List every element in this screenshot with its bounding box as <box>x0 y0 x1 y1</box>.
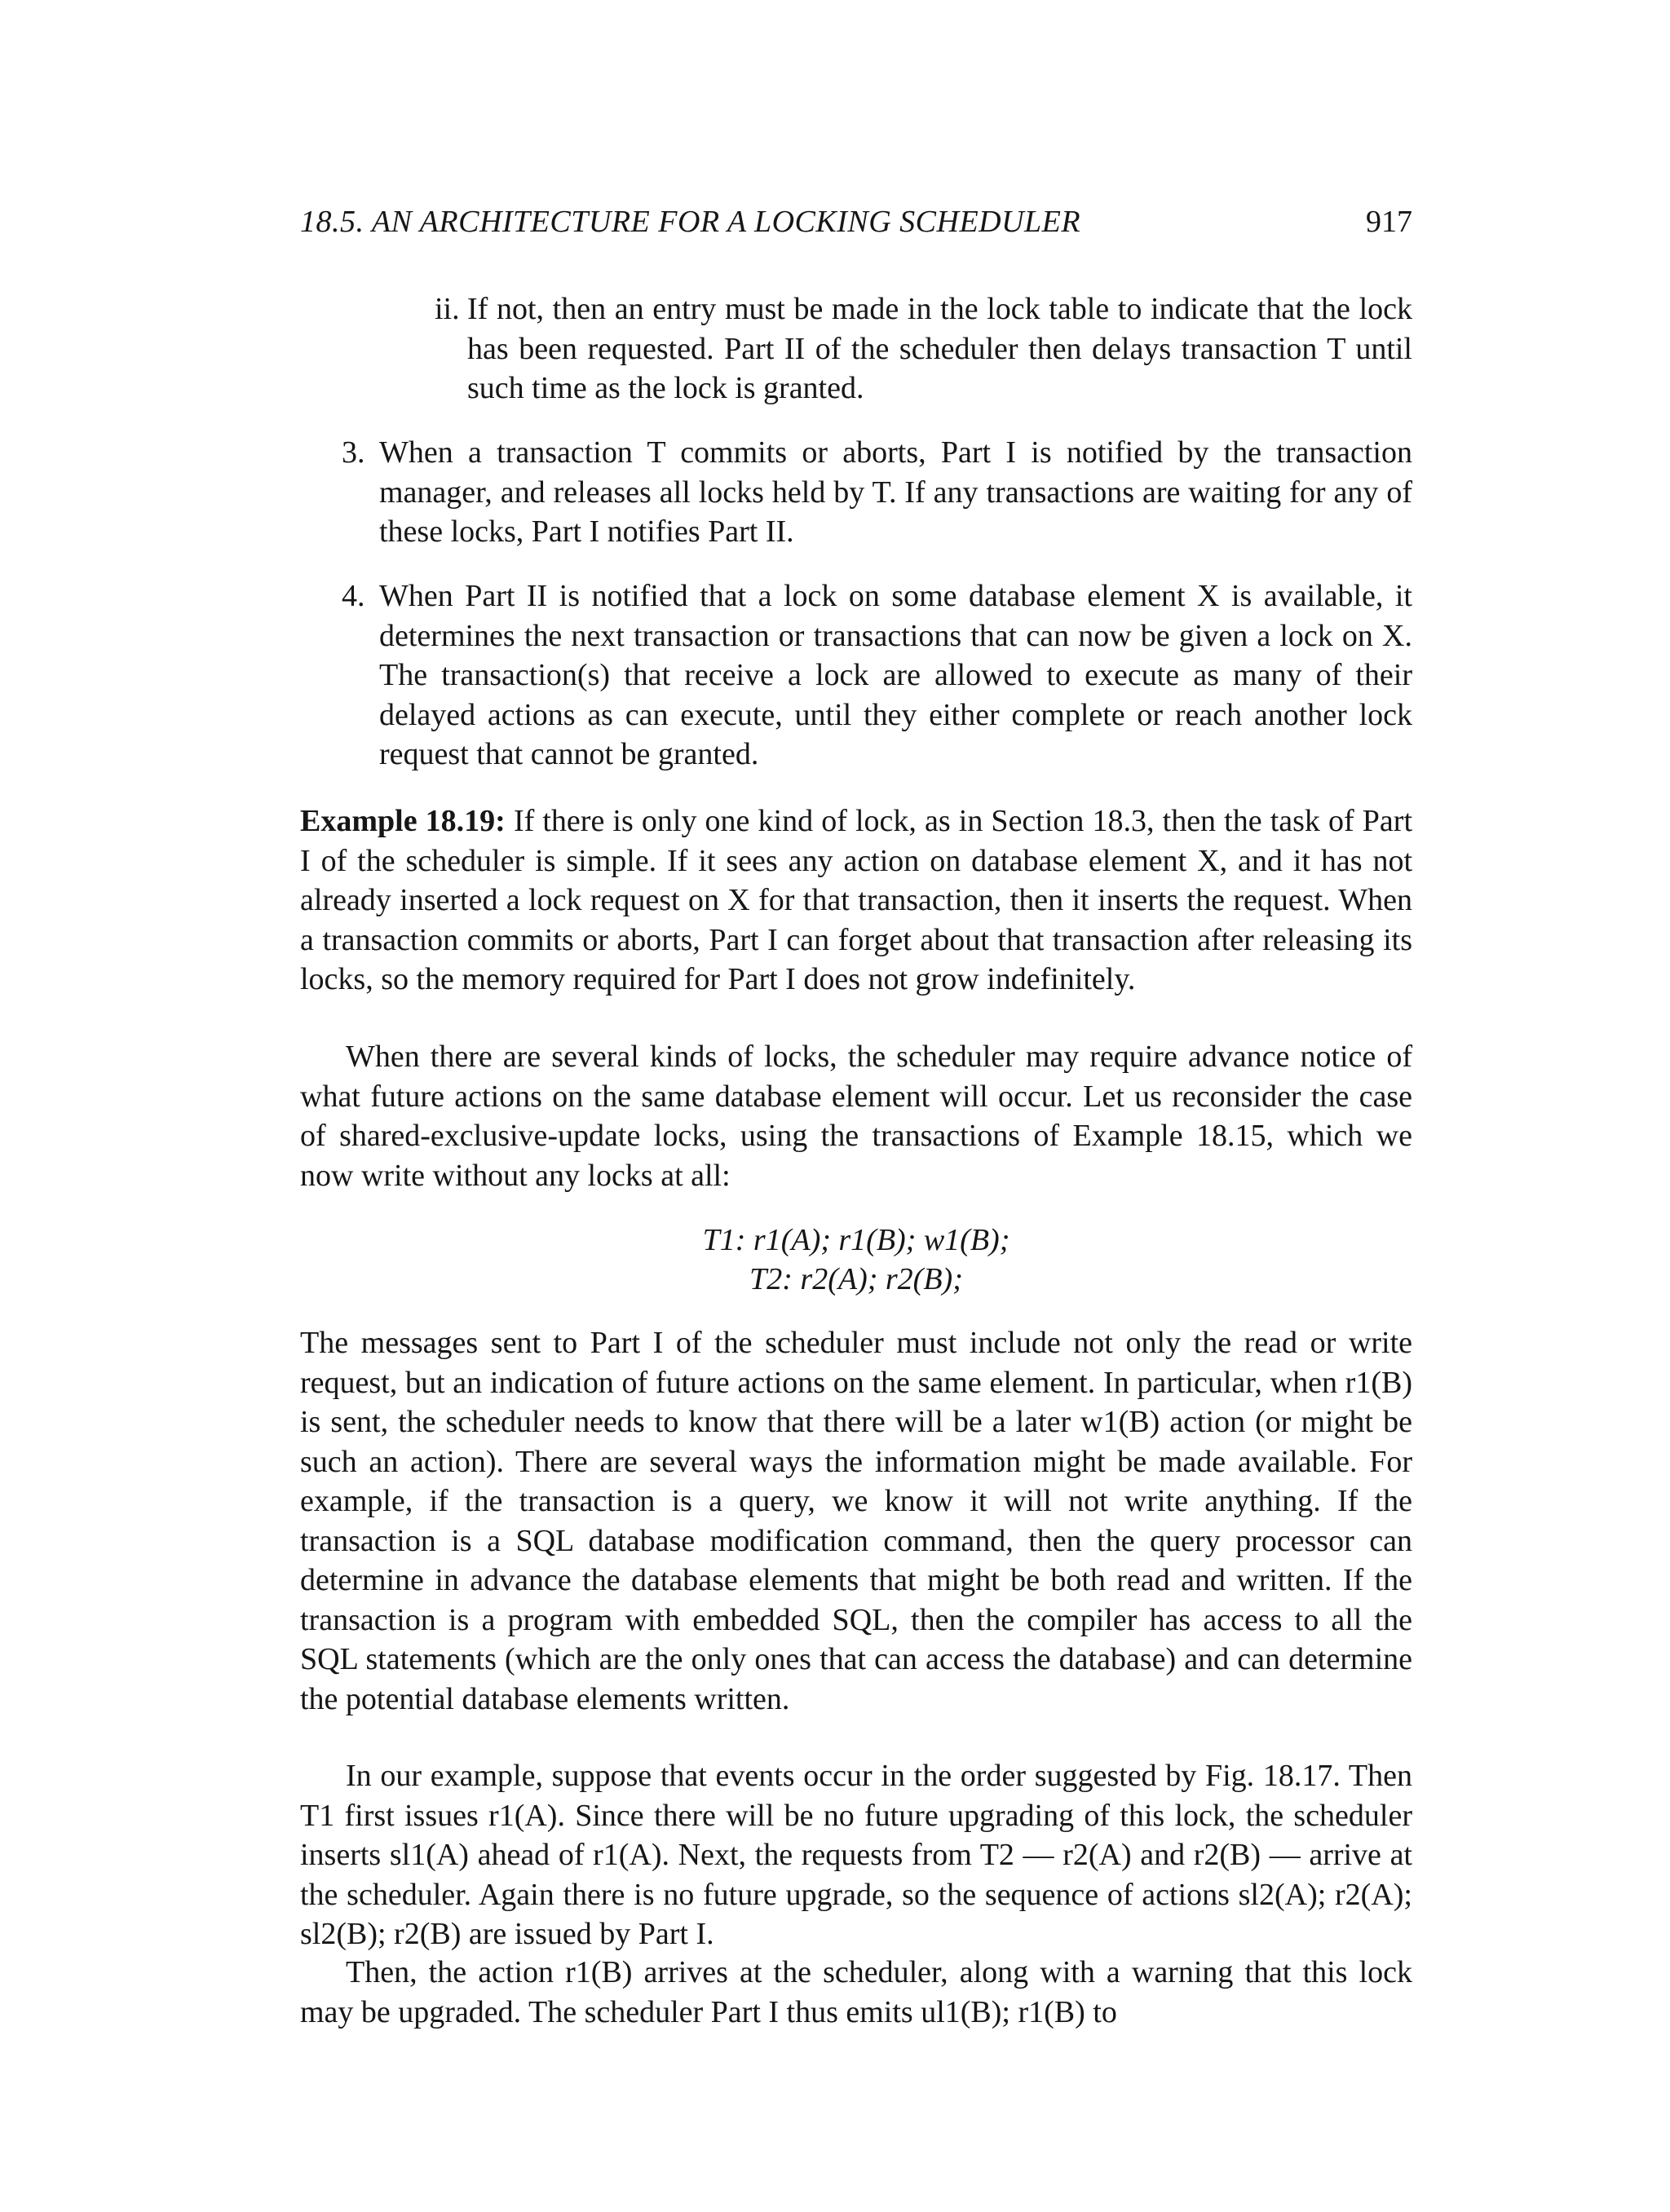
list-item-3 <box>342 433 1412 552</box>
list-marker: 4. <box>342 579 365 613</box>
list-item-text: When Part II is notified that a lock on some database element X is available, it determines the next transaction or transactions that can now be given a lock on X. The transaction(s) that receive a lock are allowed to execute as many of their delayed actions as can execute, until they either complete or reach another lock request that cannot be granted. <box>379 579 1412 771</box>
transaction-display <box>300 1221 1412 1299</box>
transaction-line-t1: T1: r1(A); r1(B); w1(B); <box>702 1223 1010 1257</box>
list-item-4 <box>342 576 1412 775</box>
list-item-text: When a transaction T commits or aborts, Part I is notified by the transaction manager, and releases all locks held by T. If any transactions are waiting for any of these locks, Part I notifies Part II. <box>379 435 1412 549</box>
example-label: Example 18.19: <box>300 804 506 838</box>
list-marker: 3. <box>342 435 365 470</box>
running-title: 18.5. AN ARCHITECTURE FOR A LOCKING SCHEDULER <box>300 205 1081 239</box>
list-item-ii <box>435 289 1412 408</box>
example-paragraph <box>300 801 1412 1000</box>
example-text: If there is only one kind of lock, as in Section 18.3, then the task of Part I of the scheduler is simple. If it sees any action on database element X, and it has not already inserted a lock request on X for that transaction, then it inserts the request. When a transaction commits or aborts, Part I can forget about that transaction after releasing its locks, so the memory required for Part I does not grow indefinitely. <box>300 804 1413 996</box>
list-item-text: If not, then an entry must be made in the lock table to indicate that the lock has been requested. Part II of the scheduler then delays transaction T until such time as the lock is granted. <box>467 292 1412 405</box>
page-header <box>300 199 1412 245</box>
paragraph-our-example: In our example, suppose that events occur in the order suggested by Fig. 18.17. Then T1 first issues r1(A). Since there will be no future upgrading of this lock, the scheduler inserts sl1(A) ahead of r1(A). Next, the requests from T2 — r2(A) and r2(B) — arrive at the scheduler. Again there is no future upgrade, so the sequence of actions sl2(A); r2(A); sl2(B); r2(B) are issued by Part I. <box>300 1759 1412 1951</box>
list-marker: ii. <box>435 292 460 326</box>
page-number: 917 <box>1366 205 1412 239</box>
paragraph-then-action: Then, the action r1(B) arrives at the scheduler, along with a warning that this lock may be upgraded. The scheduler Part I thus emits ul1(B); r1(B) to <box>300 1955 1412 2029</box>
transaction-line-t2: T2: r2(A); r2(B); <box>749 1262 963 1296</box>
paragraph-several-kinds: When there are several kinds of locks, the scheduler may require advance notice of what future actions on the same database element will occur. Let us reconsider the case of shared-exclusive-update locks, using the transactions of Example 18.15, which we now write without any locks at all: <box>300 1040 1412 1193</box>
paragraph-messages: The messages sent to Part I of the scheduler must include not only the read or write request, but an indication of future actions on the same element. In particular, when r1(B) is sent, the scheduler needs to know that there will be a later w1(B) action (or might be such an action). There are several ways the information might be made available. For example, if the transaction is a query, we know it will not write anything. If the transaction is a SQL database modification command, then the query processor can determine in advance the database elements that might be both read and written. If the transaction is a program with embedded SQL, then the compiler has access to all the SQL statements (which are the only ones that can access the database) and can determine the potential database elements written. <box>300 1326 1412 1716</box>
